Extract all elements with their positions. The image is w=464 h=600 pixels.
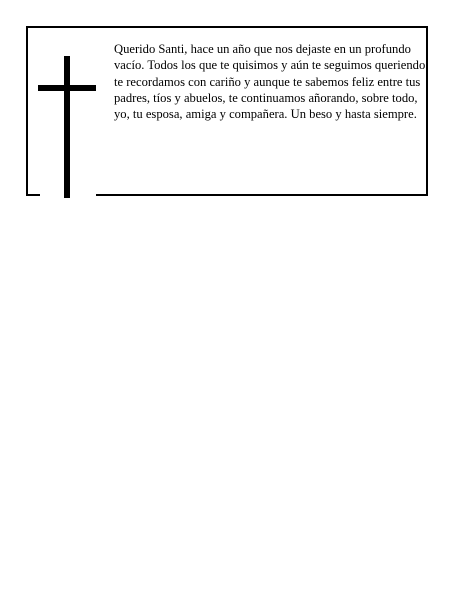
- cross-vertical-bar: [64, 56, 70, 198]
- cross-horizontal-bar: [38, 85, 96, 91]
- memorial-notice: [26, 26, 428, 196]
- memorial-message: Querido Santi, hace un año que nos dejaste en un profundo vacío. Todos los que te quisimos y aún te seguimos queriendo te recordamos con cariño y aunque te sabemos feliz entre tus padres, tíos y abuelos, te continuamos añorando, sobre todo, yo, tu esposa, amiga y compañera. Un beso y hasta siempre.: [114, 42, 426, 122]
